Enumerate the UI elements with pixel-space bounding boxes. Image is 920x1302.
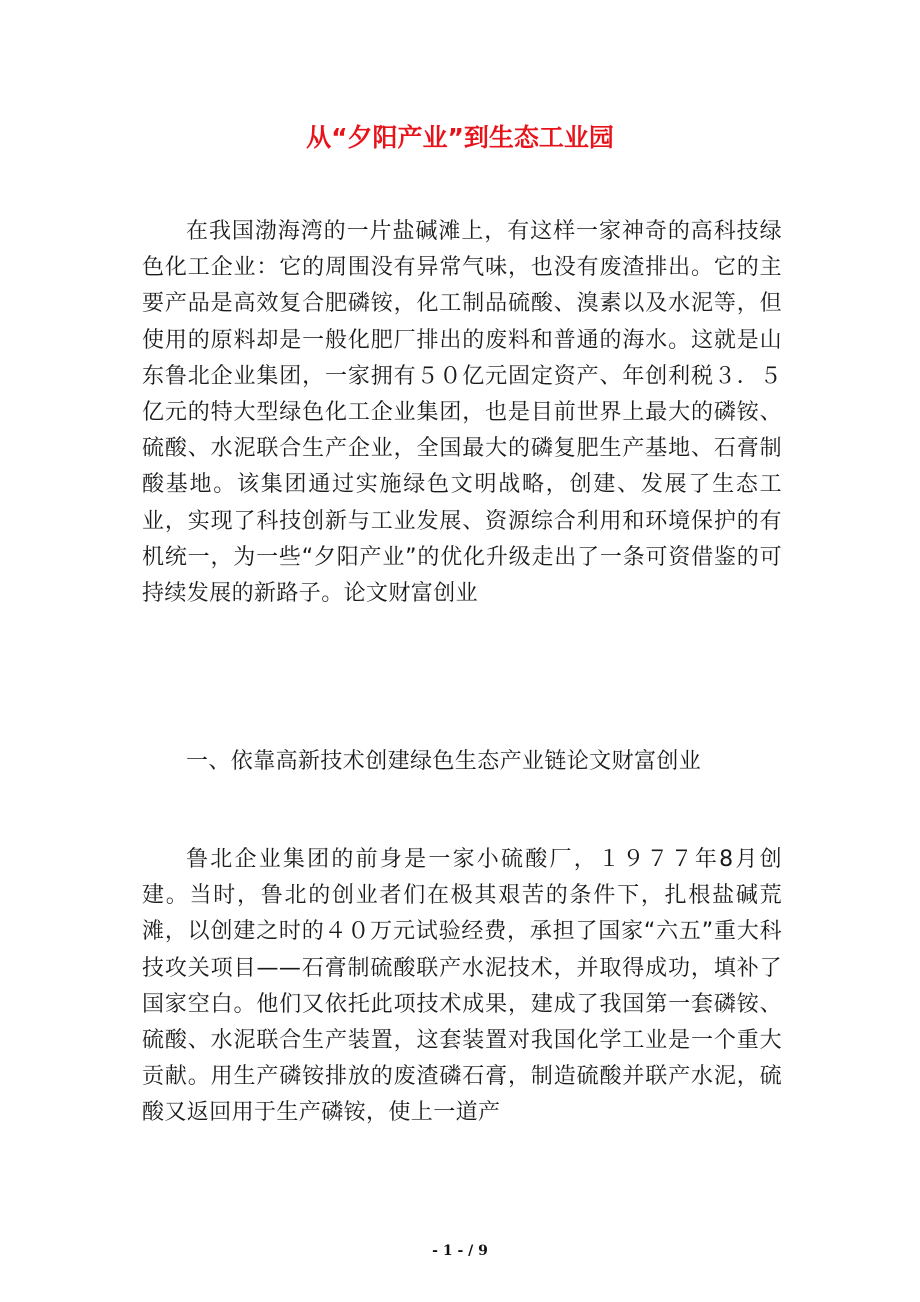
page-number: - 1 - / 9 <box>432 1243 488 1259</box>
document-title: 从“夕阳产业”到生态工业园 <box>306 123 614 152</box>
body-paragraph: 鲁北企业集团的前身是一家小硫酸厂，１９７７年8月创建。当时，鲁北的创业者们在极其艰苦的条件下，扎根盐碱荒滩，以创建之时的４０万元试验经费，承担了国家“六五”重大科技攻关项目——石膏制硫酸联产水泥技术，并取得成功，填补了国家空白。他们又依托此项技术成果，建成了我国第一套磷铵、硫酸、水泥联合生产装置，这套装置对我国化学工业是一个重大贡献。用生产磷铵排放的废渣磷石膏，制造硫酸并联产水泥，硫酸又返回用于生产磷铵，使上一道产 <box>142 847 782 1126</box>
intro-paragraph: 在我国渤海湾的一片盐碱滩上，有这样一家神奇的高科技绿色化工企业：它的周围没有异常气味，也没有废渣排出。它的主要产品是高效复合肥磷铵，化工制品硫酸、溴素以及水泥等，但使用的原料却是一般化肥厂排出的废料和普通的海水。这就是山东鲁北企业集团，一家拥有５０亿元固定资产、年创利税３．５亿元的特大型绿色化工企业集团，也是目前世界上最大的磷铵、硫酸、水泥联合生产企业，全国最大的磷复肥生产基地、石膏制酸基地。该集团通过实施绿色文明战略，创建、发展了生态工业，实现了科技创新与工业发展、资源综合利用和环境保护的有机统一，为一些“夕阳产业”的优化升级走出了一条可资借鉴的可持续发展的新路子。论文财富创业 <box>142 219 782 607</box>
section-heading: 一、依靠高新技术创建绿色生态产业链论文财富创业 <box>186 749 702 774</box>
